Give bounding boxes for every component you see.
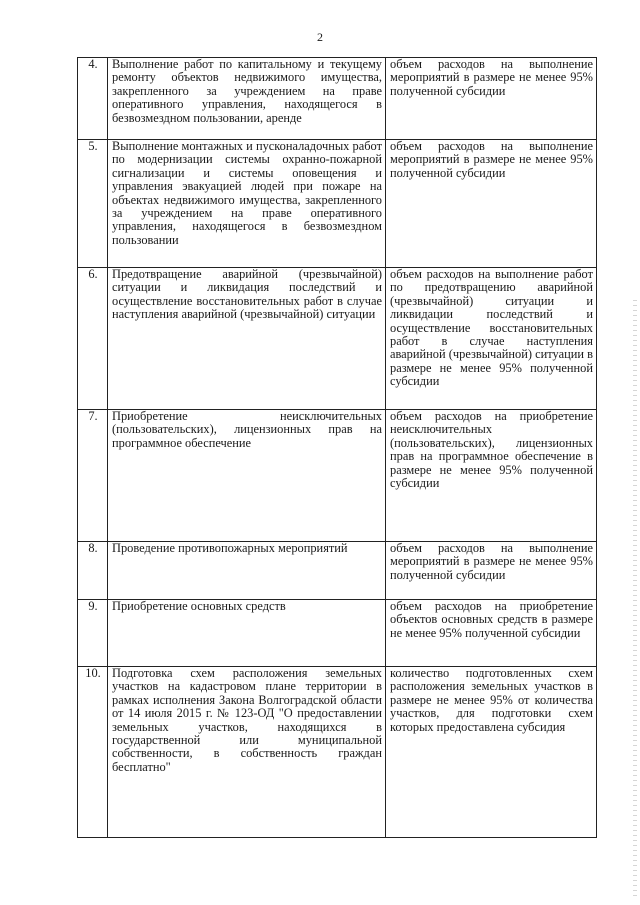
measure-indicator: количество подготовленных схем расположения земельных участков в размере не менее 95% от количества участков, для подготовки схем которых предоставлена субсидия: [386, 667, 597, 838]
row-number: 6.: [78, 268, 108, 410]
page-number: 2: [317, 30, 323, 44]
table-row: [78, 58, 597, 140]
table-row: [78, 600, 597, 667]
table-row: [78, 410, 597, 542]
measure-description: Приобретение основных средств: [108, 600, 386, 667]
measure-description: Выполнение монтажных и пусконаладочных работ по модернизации системы охранно-пожарной сигнализации и системы оповещения и управления эвакуацией людей при пожаре на объектах недвижимого имущества, закрепленного за учреждением на праве оперативного управления, находящегося в безвозмездном пользовании: [108, 140, 386, 268]
measure-description: Предотвращение аварийной (чрезвычайной) ситуации и ликвидация последствий и осуществление восстановительных работ в случае наступления аварийной (чрезвычайной) ситуации: [108, 268, 386, 410]
measure-description: Проведение противопожарных мероприятий: [108, 542, 386, 600]
measures-table: [77, 57, 597, 838]
row-number: 7.: [78, 410, 108, 542]
table-row: [78, 268, 597, 410]
table-row: [78, 542, 597, 600]
row-number: 8.: [78, 542, 108, 600]
measure-indicator: объем расходов на выполнение работ по предотвращению аварийной (чрезвычайной) ситуации и ликвидации последствий и осуществление восстановительных работ в случае наступления аварийной (чрезвычайной) ситуации в размере не менее 95% полученной субсидии: [386, 268, 597, 410]
measure-indicator: объем расходов на выполнение мероприятий в размере не менее 95% полученной субсидии: [386, 542, 597, 600]
row-number: 5.: [78, 140, 108, 268]
measure-description: Приобретение неисключительных (пользовательских), лицензионных прав на программное обеспечение: [108, 410, 386, 542]
measure-description: Подготовка схем расположения земельных участков на кадастровом плане территории в рамках исполнения Закона Волгоградской области от 14 июля 2015 г. № 123-ОД "О предоставлении земельных участков, находящихся в государственной или муниципальной собственности, в собственность граждан бесплатно": [108, 667, 386, 838]
measure-indicator: объем расходов на приобретение объектов основных средств в размере не менее 95% полученной субсидии: [386, 600, 597, 667]
measure-indicator: объем расходов на выполнение мероприятий в размере не менее 95% полученной субсидии: [386, 58, 597, 140]
row-number: 10.: [78, 667, 108, 838]
measure-description: Выполнение работ по капитальному и текущему ремонту объектов недвижимого имущества, закрепленного за учреждением на праве оперативного управления, находящегося в безвозмездном пользовании, аренде: [108, 58, 386, 140]
measure-indicator: объем расходов на приобретение неисключительных (пользовательских), лицензионных прав на программное обеспечение в размере не менее 95% полученной субсидии: [386, 410, 597, 542]
scan-edge-marks: [633, 300, 637, 900]
row-number: 4.: [78, 58, 108, 140]
table-row: [78, 667, 597, 838]
measure-indicator: объем расходов на выполнение мероприятий в размере не менее 95% полученной субсидии: [386, 140, 597, 268]
table-row: [78, 140, 597, 268]
row-number: 9.: [78, 600, 108, 667]
